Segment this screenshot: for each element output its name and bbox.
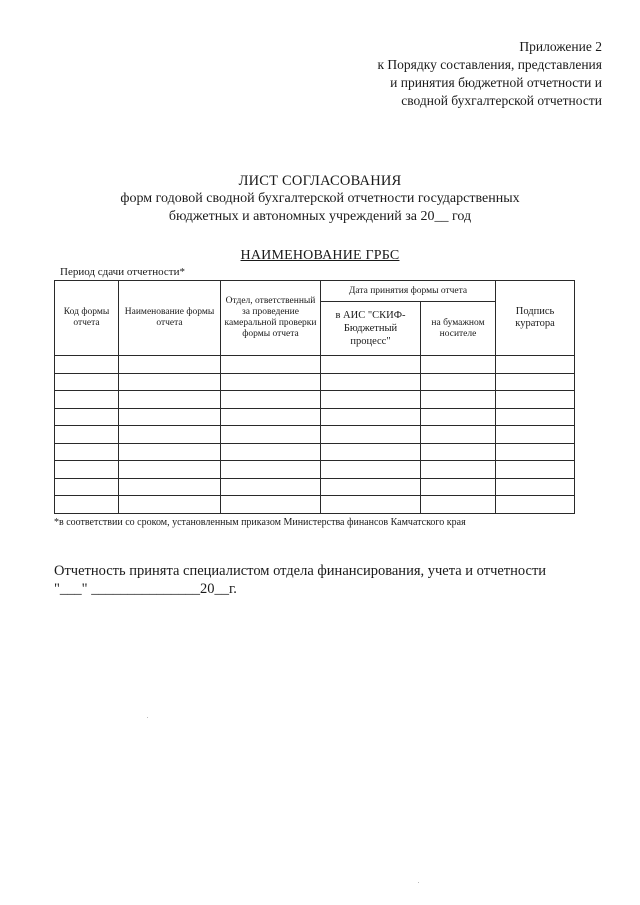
table-cell [421,496,496,514]
table-row [55,478,575,496]
table-cell [496,391,575,409]
table-cell [221,496,321,514]
scan-speck [147,717,148,718]
table-cell [321,356,421,374]
table-cell [119,391,221,409]
table-cell [321,408,421,426]
table-cell [119,461,221,479]
table-cell [55,461,119,479]
header-curator-signature: Подпись куратора [496,281,575,356]
table-cell [321,461,421,479]
table-cell [496,373,575,391]
table-cell [421,373,496,391]
table-cell [221,373,321,391]
table-cell [421,408,496,426]
document-title [0,172,640,226]
table-cell [496,478,575,496]
table-cell [221,408,321,426]
table-row [55,426,575,444]
footnote: *в соответствии со сроком, установленным приказом Министерства финансов Камчатского края [54,517,466,528]
title-line-2: форм годовой сводной бухгалтерской отчетности государственных [120,191,520,206]
table-cell [119,496,221,514]
table-row [55,443,575,461]
table-cell [421,443,496,461]
table-cell [55,356,119,374]
table-cell [496,408,575,426]
table-cell [55,496,119,514]
table-cell [496,426,575,444]
table-cell [119,426,221,444]
table-cell [55,373,119,391]
table-cell [221,461,321,479]
appendix-line: к Порядку составления, представления [377,57,602,72]
table-cell [421,426,496,444]
table-cell [496,443,575,461]
header-form-name: Наименование формы отчета [119,281,221,356]
table-cell [221,426,321,444]
table-cell [221,478,321,496]
table-cell [321,496,421,514]
table-cell [221,391,321,409]
table-row [55,408,575,426]
date-signature-line: "___" _______________20__г. [54,581,237,597]
table-row [55,356,575,374]
table-cell [119,356,221,374]
table-cell [421,356,496,374]
table-cell [321,391,421,409]
appendix-line: и принятия бюджетной отчетности и [390,75,602,90]
table-cell [421,391,496,409]
table-cell [496,461,575,479]
table-cell [321,373,421,391]
header-acceptance-date: Дата принятия формы отчета [321,281,496,302]
table-cell [321,478,421,496]
table-row [55,373,575,391]
header-ais-skif: в АИС "СКИФ-Бюджетный процесс" [321,302,421,356]
table-cell [496,356,575,374]
table-cell [55,408,119,426]
appendix-line: сводной бухгалтерской отчетности [401,93,602,108]
header-department: Отдел, ответственный за проведение камеральной проверки формы отчета [221,281,321,356]
table-cell [321,443,421,461]
table-cell [119,408,221,426]
header-form-code: Код формы отчета [55,281,119,356]
approval-table [54,280,575,514]
table-cell [55,391,119,409]
grbs-heading: НАИМЕНОВАНИЕ ГРБС [240,248,400,263]
appendix-line: Приложение 2 [519,39,602,54]
table-row [55,496,575,514]
title-line-1: ЛИСТ СОГЛАСОВАНИЯ [238,173,402,189]
accepted-statement: Отчетность принята специалистом отдела финансирования, учета и отчетности [54,563,547,579]
header-paper-medium: на бумажном носителе [421,302,496,356]
scan-speck [418,882,419,883]
table-cell [119,478,221,496]
appendix-note [377,38,602,110]
table-cell [55,426,119,444]
table-cell [55,478,119,496]
table-cell [119,443,221,461]
table-cell [119,373,221,391]
table-row [55,461,575,479]
table-cell [496,496,575,514]
title-line-3: бюджетных и автономных учреждений за 20__ год [168,209,472,224]
table-cell [321,426,421,444]
table-cell [55,443,119,461]
table-cell [221,443,321,461]
table-cell [421,461,496,479]
table-row [55,391,575,409]
table-cell [421,478,496,496]
period-label: Период сдачи отчетности* [60,266,185,278]
table-cell [221,356,321,374]
